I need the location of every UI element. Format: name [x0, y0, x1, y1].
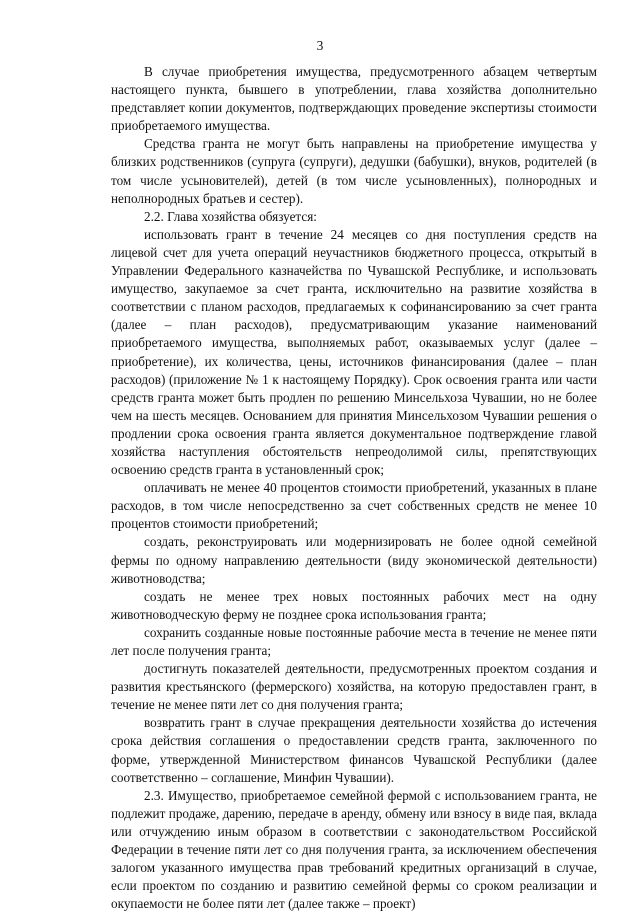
paragraph-used-property: В случае приобретения имущества, предусмотренного абзацем четвертым настоящего пункта, бывшего в употреблении, глава хозяйства дополнительно представляет копии документов, подтверждающих проведение экспертизы стоимости приобретаемого имущества. [111, 64, 597, 134]
document-body [111, 63, 597, 913]
page-number: 3 [316, 38, 324, 53]
paragraph-use-grant-24-months: использовать грант в течение 24 месяцев со дня поступления средств на лицевой счет для учета операций неучастников бюджетного процесса, открытый в Управлении Федерального казначейства по Чувашской Республике, и использовать имущество, закупаемое за счет гранта, исключительно на развитие хозяйства в соответствии с планом расходов, предлагаемых к софинансированию за счет гранта (далее – план расходов), предусматривающим указание наименований приобретаемого имущества, выполняемых работ, оказываемых услуг (далее – приобретение), их количества, цены, источников финансирования (далее – план расходов) (приложение № 1 к настоящему Порядку). Срок освоения гранта или части средств гранта может быть продлен по решению Минсельхоза Чувашии, но не более чем на шесть месяцев. Основанием для принятия Минсельхозом Чувашии решения о продлении срока освоения гранта является документальное подтверждение главой хозяйства наступления обстоятельств непреодолимой силы, препятствующих освоению средств гранта в установленный срок; [111, 226, 597, 478]
paragraph-create-family-farm: создать, реконструировать или модернизировать не более одной семейной фермы по одному направлению деятельности (виду экономической деятельности) животноводства; [111, 534, 597, 586]
paragraph-achieve-indicators: достигнуть показателей деятельности, предусмотренных проектом создания и развития крестьянского (фермерского) хозяйства, на которую предоставлен грант, в течение не менее пяти лет со дня получения гранта; [111, 661, 597, 713]
paragraph-relatives-restriction: Средства гранта не могут быть направлены на приобретение имущества у близких родственников (супруга (супруги), дедушки (бабушки), внуков, родителей (в том числе усыновителей), детей (в том числе усыновленных), полнородных и неполнородных братьев и сестер). [111, 136, 597, 206]
paragraph-pay-40-percent: оплачивать не менее 40 процентов стоимости приобретений, указанных в плане расходов, в том числе непосредственно за счет собственных средств не менее 10 процентов стоимости приобретений; [111, 480, 597, 532]
paragraph-create-jobs: создать не менее трех новых постоянных рабочих мест на одну животноводческую ферму не позднее срока использования гранта; [111, 588, 597, 622]
paragraph-keep-jobs: сохранить созданные новые постоянные рабочие места в течение не менее пяти лет после получения гранта; [111, 624, 597, 658]
paragraph-section-2-2-heading: 2.2. Глава хозяйства обязуется: [144, 208, 317, 224]
paragraph-return-grant: возвратить грант в случае прекращения деятельности хозяйства до истечения срока действия соглашения о предоставлении средств гранта, заключенного по форме, утвержденной Министерством финансов Чувашской Республики (далее соответственно – соглашение, Минфин Чувашии). [111, 715, 597, 785]
paragraph-section-2-3: 2.3. Имущество, приобретаемое семейной фермой с использованием гранта, не подлежит продаже, дарению, передаче в аренду, обмену или взносу в виде пая, вклада или отчуждению иным образом в соответствии с законодательством Российской Федерации в течение пяти лет со дня получения гранта, за исключением обеспечения залогом указанного имущества прав требований кредитных организаций в случае, если проектом по созданию и развитию семейной фермы со сроком реализации и окупаемости не более пяти лет (далее также – проект) [111, 787, 597, 912]
